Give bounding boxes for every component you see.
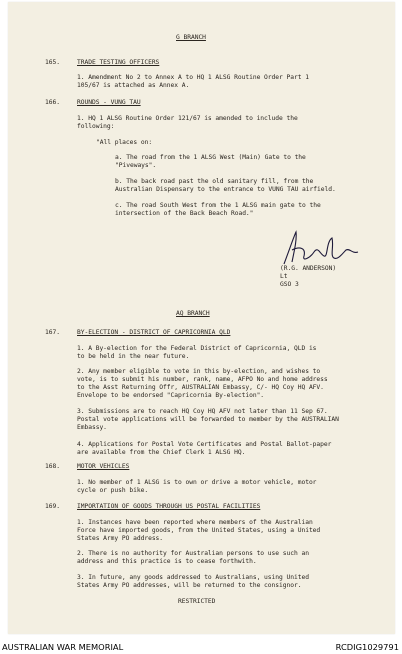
section-heading: IMPORTATION OF GOODS THROUGH US POSTAL FACILITIES [77, 503, 261, 510]
classification-marking: RESTRICTED [178, 598, 216, 605]
paragraph-line: 1. No member of 1 ALSG is to own or drive a motor vehicle, motor [77, 479, 317, 486]
section-heading: ROUNDS - VUNG TAU [77, 99, 141, 106]
paragraph-line: Envelope to be endorsed "Capricornia By-election". [77, 392, 265, 399]
paragraph-line: 1. Instances have been reported where members of the Australian [77, 519, 313, 526]
footer-archive-name: AUSTRALIAN WAR MEMORIAL [2, 642, 124, 652]
g-branch-heading: G BRANCH [176, 34, 206, 41]
paragraph-line: cycle or push bike. [77, 487, 149, 494]
paragraph-line: vote, is to submit his number, rank, name, AFPO No and home address [77, 376, 328, 383]
section-number: 169. [45, 503, 60, 510]
paragraph-line: are available from the Chief Clerk 1 ALSG HQ. [77, 449, 246, 456]
paragraph-line: Postal vote applications will be forwarded to member by the AUSTRALIAN [77, 416, 339, 423]
paragraph-line: 1. Amendment No 2 to Annex A to HQ 1 ALSG Routine Order Part 1 [77, 74, 309, 81]
section-number: 165. [45, 59, 60, 66]
paragraph-line: Embassy. [77, 424, 107, 431]
signatory-name: (R.G. ANDERSON) [280, 265, 337, 272]
section-heading: MOTOR VEHICLES [77, 463, 130, 470]
section-number: 168. [45, 463, 60, 470]
section-heading: TRADE TESTING OFFICERS [77, 59, 160, 66]
signatory-role: GSO 3 [280, 281, 299, 288]
list-item: "Piveways". [115, 162, 157, 169]
signatory-rank: Lt [280, 273, 288, 280]
paragraph-line: Force have imported goods, from the United States, using a United [77, 527, 321, 534]
paragraph-line: 105/67 is attached as Annex A. [77, 82, 190, 89]
paragraph-line: States Army PO addresses, will be returned to the consignor. [77, 582, 302, 589]
paragraph-line: 2. There is no authority for Australian persons to use such an [77, 550, 309, 557]
paragraph-line: address and this practice is to cease forthwith. [77, 558, 257, 565]
list-item: c. The road South West from the 1 ALSG main gate to the [115, 202, 321, 209]
paragraph-line: States Army PO address. [77, 535, 164, 542]
footer-record-id: RCDIG1029791 [335, 642, 399, 652]
list-item: intersection of the Back Beach Road." [115, 210, 254, 217]
section-number: 167. [45, 329, 60, 336]
paragraph-line: to the Asst Returning Offr, AUSTRALIAN Embassy, C/- HQ Coy HQ AFV. [77, 384, 324, 391]
quote-intro: "All places on: [96, 139, 153, 146]
paragraph-line: 4. Applications for Postal Vote Certificates and Postal Ballot-paper [77, 441, 332, 448]
list-item: b. The back road past the old sanitary fill, from the [115, 178, 314, 185]
list-item: a. The road from the 1 ALSG West (Main) Gate to the [115, 154, 306, 161]
section-heading: BY-ELECTION - DISTRICT OF CAPRICORNIA QLD [77, 329, 231, 336]
paragraph-line: following: [77, 123, 115, 130]
document-page [8, 2, 395, 634]
archive-footer [0, 638, 402, 654]
paragraph-line: 3. Submissions are to reach HQ Coy HQ AFV not later than 11 Sep 67. [77, 408, 328, 415]
list-item: Australian Dispensary to the entrance to VUNG TAU airfield. [115, 186, 336, 193]
aq-branch-heading: AQ BRANCH [176, 310, 210, 317]
section-number: 166. [45, 99, 60, 106]
paragraph-line: 3. In future, any goods addressed to Australians, using United [77, 574, 309, 581]
paragraph-line: 1. A By-election for the Federal District of Capricornia, QLD is [77, 345, 317, 352]
paragraph-line: 1. HQ 1 ALSG Routine Order 121/67 is amended to include the [77, 115, 298, 122]
paragraph-line: to be held in the near future. [77, 353, 190, 360]
paragraph-line: 2. Any member eligible to vote in this by-election, and wishes to [77, 368, 321, 375]
